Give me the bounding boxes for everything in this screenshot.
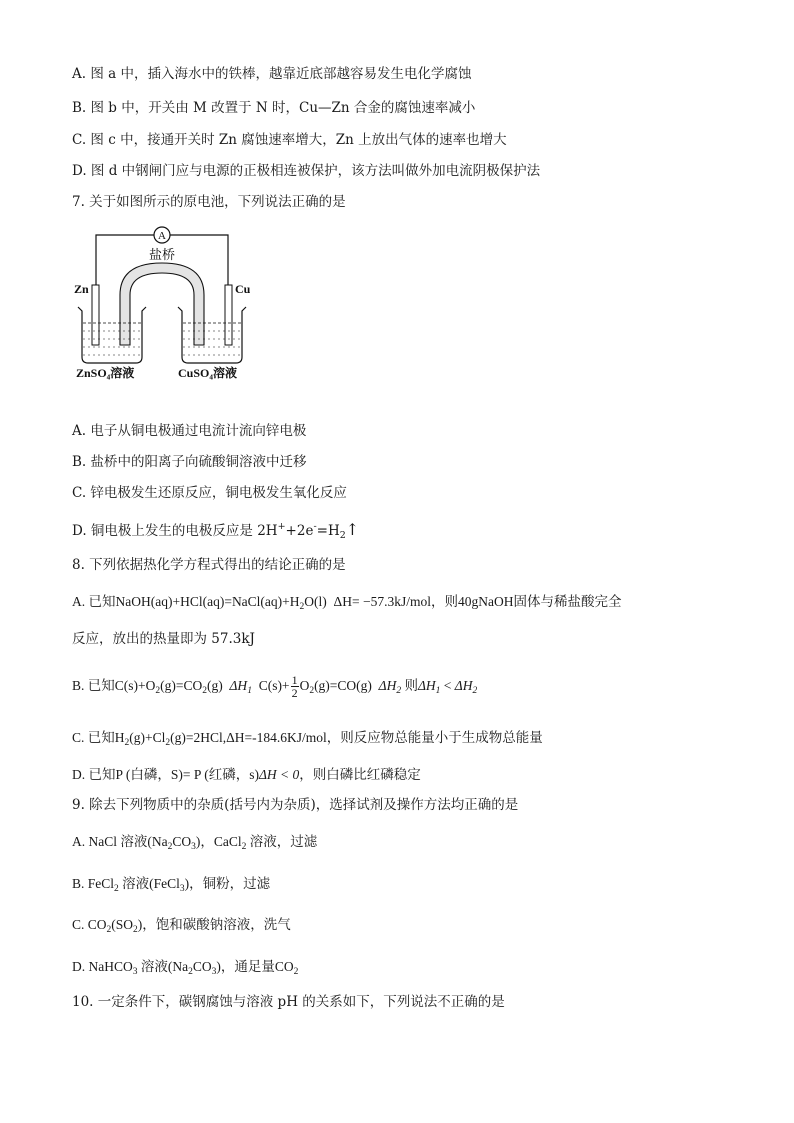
q10-stem: 10. 一定条件下，碳钢腐蚀与溶液 pH 的关系如下，下列说法不正确的是 bbox=[72, 994, 505, 1010]
q8-option-a: A. 已知$NaOH(aq)+HCl(aq)=NaCl(aq)+H_2O(l)$ ΔH= −57.3kJ/mol，则40gNaOH固体与稀盐酸完全 bbox=[72, 594, 622, 612]
zinc-label: Zn bbox=[74, 282, 89, 296]
q9-option-c: C. $CO_2(SO_2)$，饱和碳酸钠溶液，洗气 bbox=[72, 917, 291, 935]
copper-sulfate-label: CuSO₄溶液 bbox=[178, 366, 237, 380]
copper-electrode bbox=[225, 285, 232, 345]
q8-option-a-continued: 反应，放出的热量即为 57.3kJ bbox=[72, 631, 255, 647]
q9-option-d: D. NaHCO$_3$ 溶液$(Na_2CO_3)$，通足量$CO_2$ bbox=[72, 959, 299, 977]
q8-stem: 8. 下列依据热化学方程式得出的结论正确的是 bbox=[72, 557, 346, 573]
q6-option-a: A. 图 a 中，插入海水中的铁棒，越靠近底部越容易发生电化学腐蚀 bbox=[72, 66, 472, 82]
galvanic-cell-diagram bbox=[72, 225, 262, 380]
q9-option-a: A. NaCl 溶液$(Na_2CO_3)$，CaCl$_2$ 溶液，过滤 bbox=[72, 834, 318, 852]
left-beaker bbox=[78, 307, 146, 363]
zinc-sulfate-label: ZnSO₄溶液 bbox=[76, 366, 135, 380]
q7-option-a: A. 电子从铜电极通过电流计流向锌电极 bbox=[72, 423, 307, 439]
q7-option-b: B. 盐桥中的阳离子向硫酸铜溶液中迁移 bbox=[72, 454, 307, 470]
q9-option-b: B. FeCl$_2$ 溶液(FeCl$_3$)，铜粉，过滤 bbox=[72, 876, 271, 894]
ammeter-label: A bbox=[158, 230, 166, 242]
q6-option-d: D. 图 d 中钢闸门应与电源的正极相连被保护，该方法叫做外加电流阴极保护法 bbox=[72, 163, 541, 179]
salt-bridge-label: 盐桥 bbox=[148, 247, 176, 262]
zinc-electrode bbox=[92, 285, 99, 345]
salt-bridge-tube bbox=[120, 263, 204, 345]
right-beaker bbox=[178, 307, 246, 363]
q7-stem: 7. 关于如图所示的原电池，下列说法正确的是 bbox=[72, 194, 346, 210]
q7-option-c: C. 锌电极发生还原反应，铜电极发生氧化反应 bbox=[72, 485, 347, 501]
q6-option-b: B. 图 b 中，开关由 M 改置于 N 时，Cu—Zn 合金的腐蚀速率减小 bbox=[72, 100, 476, 116]
q9-stem: 9. 除去下列物质中的杂质(括号内为杂质)，选择试剂及操作方法均正确的是 bbox=[72, 797, 519, 813]
one-half-fraction: $\frac{1}{2}$ bbox=[291, 673, 298, 701]
q7-option-d: D. 铜电极上发生的电极反应是 $2H^++2e^-=H_2↑$ bbox=[72, 520, 360, 541]
q6-option-c: C. 图 c 中，接通开关时 Zn 腐蚀速率增大，Zn 上放出气体的速率也增大 bbox=[72, 132, 507, 148]
q8-option-c: C. 已知$H_2(g)+Cl_2(g)=2HCl,\Delta H=-184.6KJ$/mol，则反应物总能量小于生成物总能量 bbox=[72, 730, 543, 748]
q8-option-b: B. 已知$C(s)+O_2(g)=CO_2(g)$ $\Delta H_1$ C(s)+ $\frac{1}{2}$ $O_2(g)=CO(g)$ $\Delta H_2$ 则$\Delta H_1 < \Delta H_2$ bbox=[72, 673, 478, 701]
copper-label: Cu bbox=[235, 282, 251, 296]
q8-option-d: D. 已知P (白磷，S)= P (红磷，s)ΔH < 0，则白磷比红磷稳定 bbox=[72, 767, 421, 782]
